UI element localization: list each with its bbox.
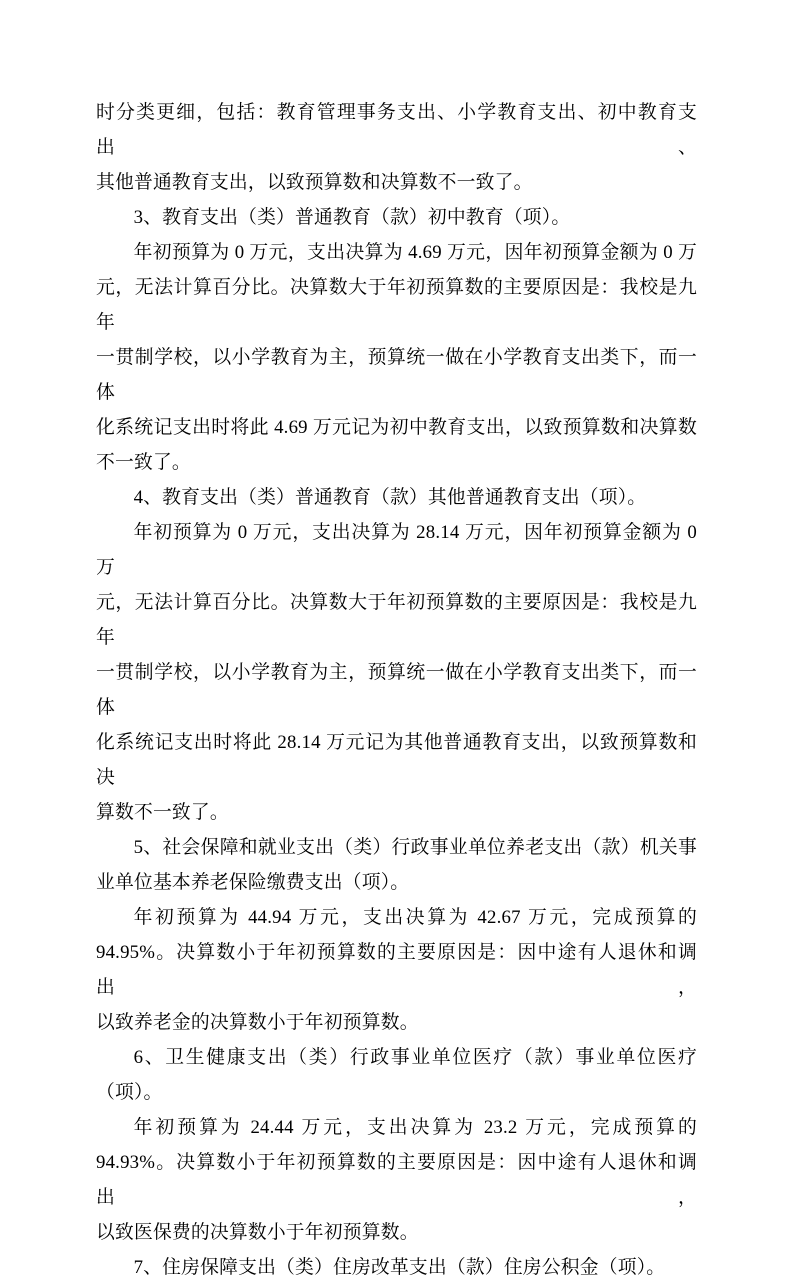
text-line: 时分类更细，包括：教育管理事务支出、小学教育支出、初中教育支出、 <box>96 102 697 158</box>
text-line: （项）。 <box>96 1082 163 1103</box>
text-line: 一贯制学校，以小学教育为主，预算统一做在小学教育支出类下，而一体 <box>96 347 697 403</box>
text-line: 4、教育支出（类）普通教育（款）其他普通教育支出（项）。 <box>133 487 647 508</box>
paragraph <box>96 1040 697 1110</box>
paragraph <box>96 1250 697 1285</box>
paragraph <box>96 900 697 1040</box>
text-line: 化系统记支出时将此 28.14 万元记为其他普通教育支出，以致预算数和决 <box>96 732 697 788</box>
text-line: 7、住房保障支出（类）住房改革支出（款）住房公积金（项）。 <box>133 1257 666 1278</box>
text-line: 年初预算为 24.44 万元，支出决算为 23.2 万元，完成预算的 <box>133 1117 697 1138</box>
paragraph <box>96 235 697 480</box>
text-line: 94.95%。决算数小于年初预算数的主要原因是：因中途有人退休和调出， <box>96 942 697 998</box>
text-line: 94.93%。决算数小于年初预算数的主要原因是：因中途有人退休和调出， <box>96 1152 697 1208</box>
text-line: 其他普通教育支出，以致预算数和决算数不一致了。 <box>96 172 533 193</box>
paragraph <box>96 1110 697 1250</box>
text-line: 化系统记支出时将此 4.69 万元记为初中教育支出，以致预算数和决算数 <box>96 417 697 438</box>
paragraph <box>96 830 697 900</box>
text-line: 年初预算为 0 万元，支出决算为 4.69 万元，因年初预算金额为 0 万 <box>133 242 697 263</box>
text-line: 6、卫生健康支出（类）行政事业单位医疗（款）事业单位医疗 <box>133 1047 697 1068</box>
text-line: 5、社会保障和就业支出（类）行政事业单位养老支出（款）机关事 <box>133 837 697 858</box>
text-line: 年初预算为 0 万元，支出决算为 28.14 万元，因年初预算金额为 0 万 <box>96 522 697 578</box>
text-line: 以致养老金的决算数小于年初预算数。 <box>96 1012 419 1033</box>
paragraph <box>96 480 697 515</box>
text-line: 元，无法计算百分比。决算数大于年初预算数的主要原因是：我校是九年 <box>96 592 697 648</box>
text-line: 元，无法计算百分比。决算数大于年初预算数的主要原因是：我校是九年 <box>96 277 697 333</box>
text-line: 一贯制学校，以小学教育为主，预算统一做在小学教育支出类下，而一体 <box>96 662 697 718</box>
text-line: 不一致了。 <box>96 452 191 473</box>
text-line: 年初预算为 44.94 万元，支出决算为 42.67 万元，完成预算的 <box>133 907 697 928</box>
paragraph <box>96 95 697 200</box>
paragraph <box>96 515 697 830</box>
text-line: 以致医保费的决算数小于年初预算数。 <box>96 1222 419 1243</box>
text-line: 业单位基本养老保险缴费支出（项）。 <box>96 872 410 893</box>
text-line: 3、教育支出（类）普通教育（款）初中教育（项）。 <box>133 207 571 228</box>
document-body-text <box>96 95 697 1285</box>
paragraph <box>96 200 697 235</box>
text-line: 算数不一致了。 <box>96 802 229 823</box>
